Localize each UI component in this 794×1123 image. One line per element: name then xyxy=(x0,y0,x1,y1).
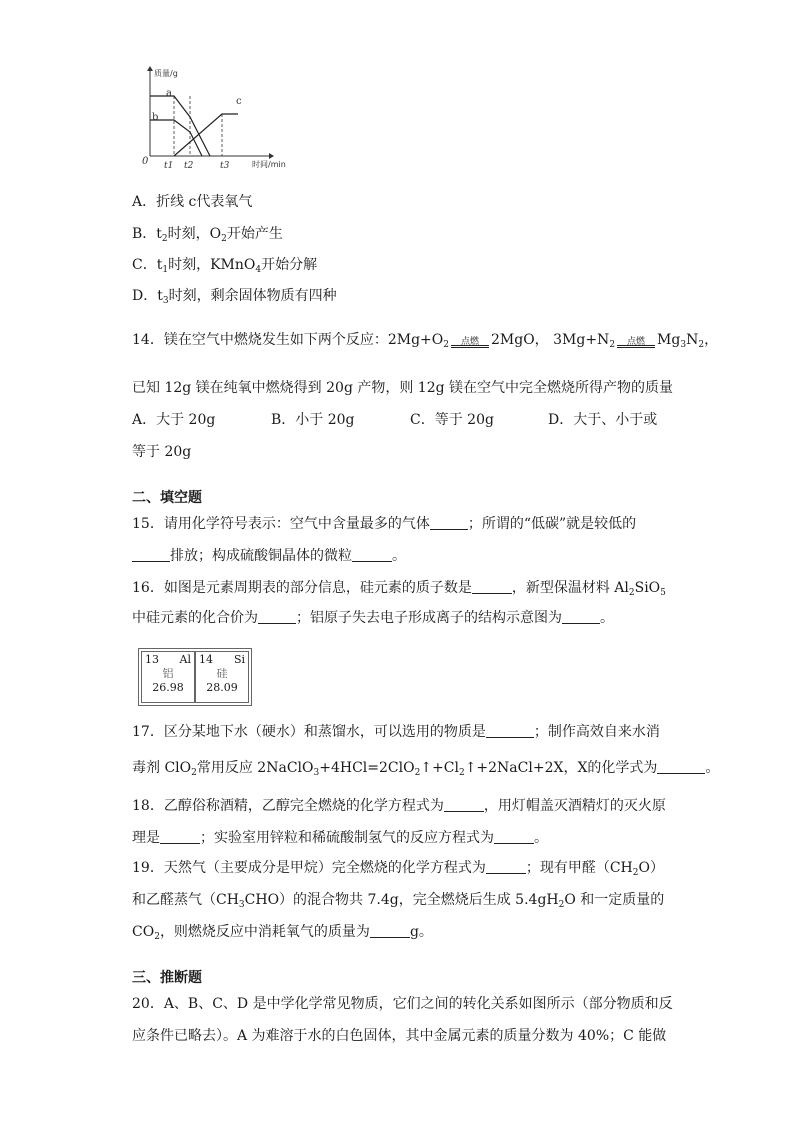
element-cell-si: 14 Si 硅 28.09 xyxy=(195,651,249,703)
mass-time-graph xyxy=(140,64,286,174)
q18-blank-1[interactable] xyxy=(444,797,484,812)
q15-blank-1[interactable] xyxy=(430,515,468,530)
q19-blank-2[interactable] xyxy=(370,923,410,938)
q13-option-b: B．$t_2$时刻，$O_2$开始产生 xyxy=(132,226,283,244)
graph-label-a: a xyxy=(166,88,172,99)
q20-line1: 20．A、B、C、D 是中学化学常见物质，它们之间的转化关系如图所示（部分物质和反 xyxy=(132,996,673,1012)
q14-option-d: D．大于、小于或 xyxy=(548,412,658,428)
q13-option-a: A．折线 c代表氧气 xyxy=(132,194,253,210)
q15-blank-2[interactable] xyxy=(132,547,170,562)
graph-xlabel: 时间/min xyxy=(252,160,286,169)
q17-line2: 毒剂 ClO$_2$常用反应 $2NaClO_3+4HCl=2ClO_2↑+Cl_2↑+2NaCl+2X$，X的化学式为 。 xyxy=(132,760,720,778)
graph-origin: 0 xyxy=(142,156,149,167)
condition-ignite-2: 点燃 xyxy=(615,338,657,348)
q16-blank-1[interactable] xyxy=(472,579,512,594)
q17-blank-2[interactable] xyxy=(657,759,705,774)
q14-stem: 14．镁在空气中燃烧发生如下两个反应：$2Mg+O_2$ 点燃 2MgO， $3Mg+N_2$ 点燃 $Mg_3N_2$， xyxy=(132,332,719,350)
q14-option-a: A．大于 20g xyxy=(132,412,216,428)
q14-option-c: C．等于 20g xyxy=(410,412,494,428)
q18-line1: 18．乙醇俗称酒精，乙醇完全燃烧的化学方程式为 ，用灯帽盖灭酒精灯的灭火原 xyxy=(132,798,666,814)
q14-option-b: B．小于 20g xyxy=(271,412,355,428)
section-fill-in-title: 二、填空题 xyxy=(132,490,202,506)
q19-line2: 和乙醛蒸气$(CH_3CHO)$的混合物共 7.4g，完全燃烧后生成 $5.4gH_2O$ 和一定质量的 xyxy=(132,892,665,910)
section-inference-title: 三、推断题 xyxy=(132,970,202,986)
q18-line2: 理是 ；实验室用锌粒和稀硫酸制氢气的反应方程式为 。 xyxy=(132,830,548,846)
graph-tick-t2: t2 xyxy=(184,161,194,171)
graph-x-arrow xyxy=(269,153,274,159)
condition-ignite: 点燃 xyxy=(449,338,491,348)
graph-ylabel: 质量/g xyxy=(154,69,178,78)
graph-y-arrow xyxy=(147,66,153,71)
q17-line1: 17．区分某地下水（硬水）和蒸馏水，可以选用的物质是 ；制作高效自来水消 xyxy=(132,724,660,740)
graph-label-b: b xyxy=(152,112,159,123)
graph-series-c xyxy=(174,114,238,156)
q18-blank-3[interactable] xyxy=(494,829,534,844)
q14-option-d-cont: 等于 20g xyxy=(132,444,192,460)
q15-line1: 15．请用化学符号表示：空气中含量最多的气体 ；所谓的“低碳”就是较低的 xyxy=(132,516,637,532)
graph-series-a xyxy=(150,96,210,156)
q13-option-d: D．$t_3$时刻，剩余固体物质有四种 xyxy=(132,288,337,306)
q18-blank-2[interactable] xyxy=(160,829,200,844)
q16-blank-2[interactable] xyxy=(258,609,296,624)
q19-line3: $CO_2$，则燃烧反应中消耗氧气的质量为 g。 xyxy=(132,924,433,942)
q14-line2: 已知 12g 镁在纯氧中燃烧得到 20g 产物，则 12g 镁在空气中完全燃烧所得产物的质量 xyxy=(132,380,674,396)
q20-line2: 应条件已略去）。A 为难溶于水的白色固体，其中金属元素的质量分数为 40%；C 能做 xyxy=(132,1028,667,1044)
q16-blank-3[interactable] xyxy=(562,609,600,624)
element-cell-al: 13 Al 铝 26.98 xyxy=(141,651,195,703)
q13-option-c: C．$t_1$时刻，KMnO$_4$开始分解 xyxy=(132,257,318,275)
q15-line2: 排放；构成硫酸铜晶体的微粒 。 xyxy=(132,546,672,566)
periodic-table-excerpt xyxy=(138,648,252,706)
q15-blank-3[interactable] xyxy=(352,547,392,562)
graph-tick-t1: t1 xyxy=(164,161,174,171)
q16-line2: 中硅元素的化合价为 ；铝原子失去电子形成离子的结构示意图为 。 xyxy=(132,610,614,626)
q19-blank-1[interactable] xyxy=(486,859,526,874)
graph-label-c: c xyxy=(236,96,242,107)
graph-tick-t3: t3 xyxy=(220,161,230,171)
q16-line1: 16．如图是元素周期表的部分信息，硅元素的质子数是 ，新型保温材料 $Al_2SiO_5$ xyxy=(132,580,666,598)
q17-blank-1[interactable] xyxy=(486,723,534,738)
q19-line1: 19．天然气（主要成分是甲烷）完全燃烧的化学方程式为 ；现有甲醛$(CH_2O)$ xyxy=(132,860,664,878)
